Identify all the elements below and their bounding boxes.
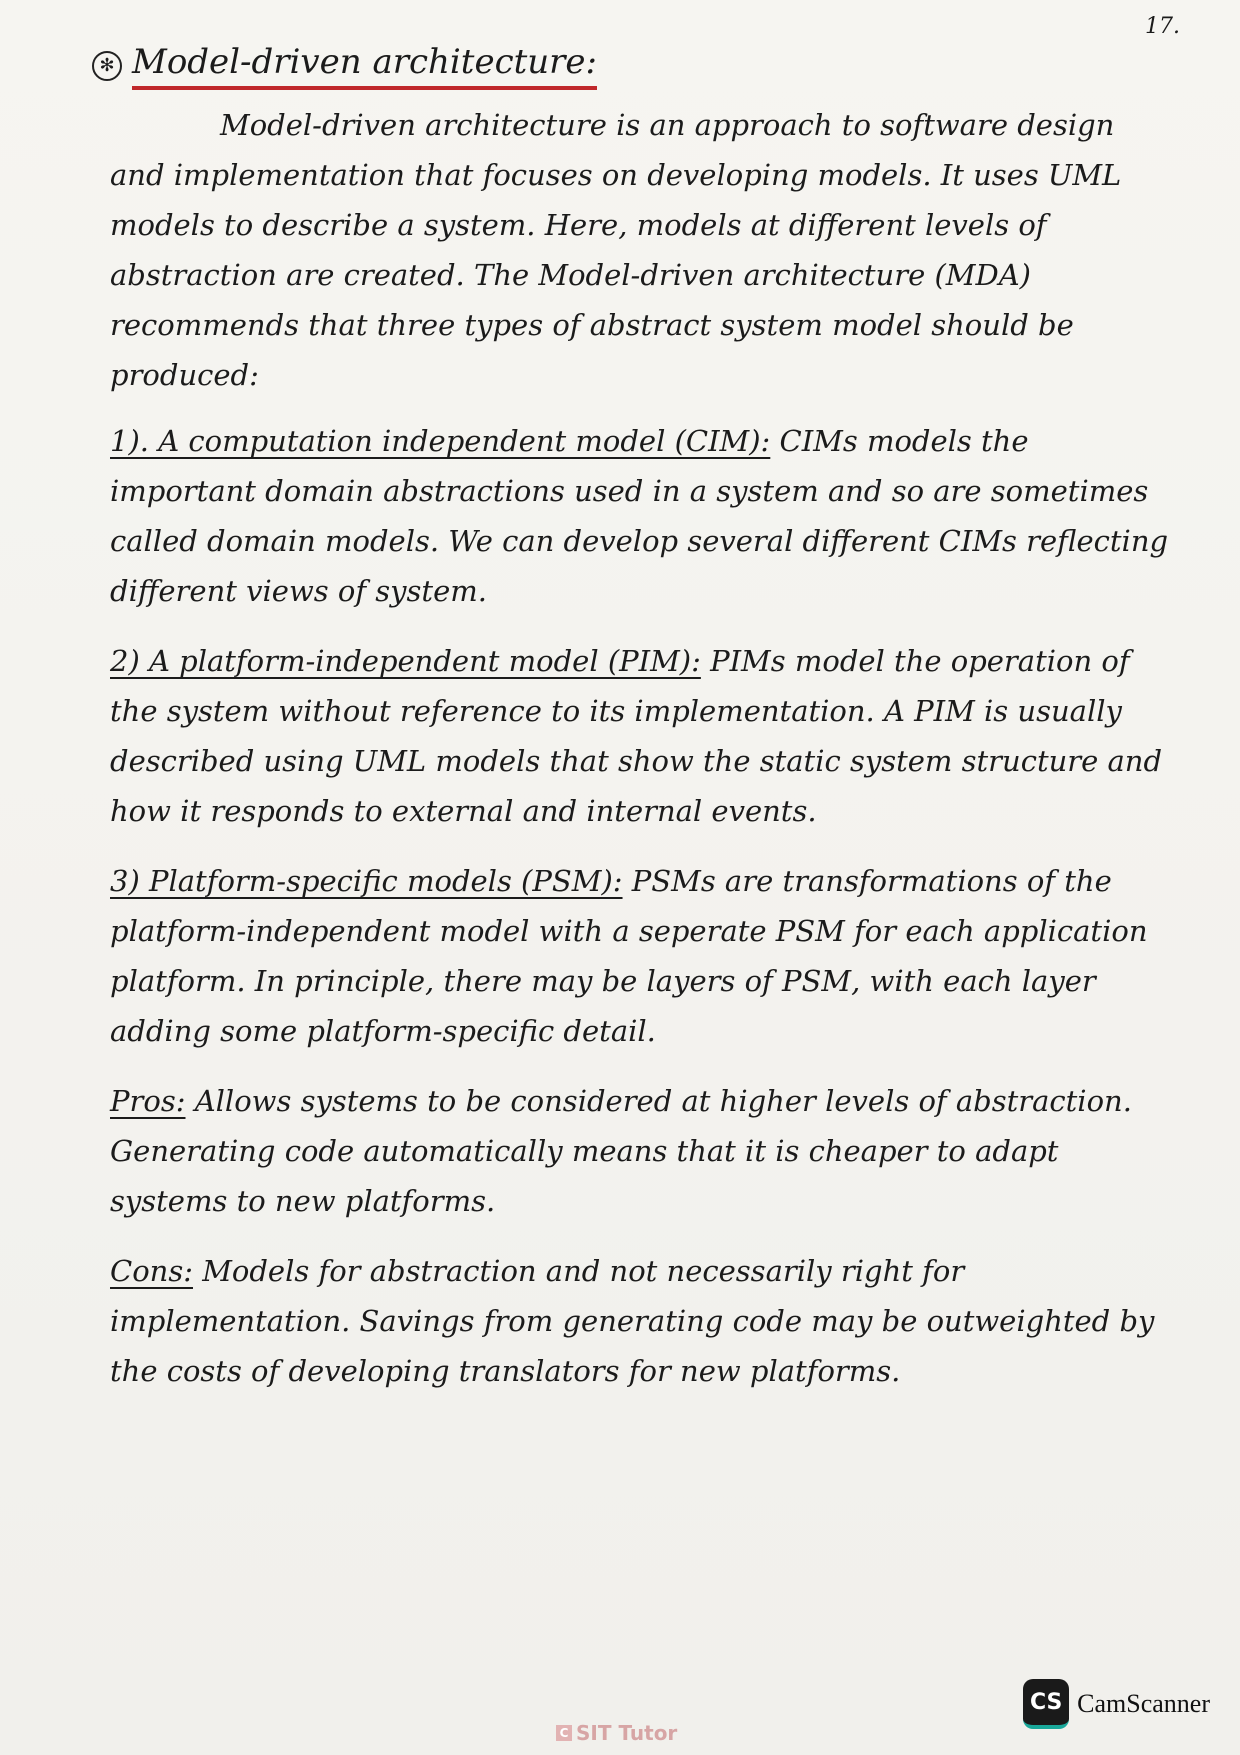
- pros-label: Pros:: [110, 1084, 186, 1118]
- camscanner-text: CamScanner: [1077, 1689, 1210, 1718]
- cons-paragraph: [110, 1246, 1170, 1396]
- section-heading: 1). A computation independent model (CIM):: [110, 424, 771, 458]
- camscanner-badge: [1023, 1679, 1210, 1729]
- section-psm: [110, 856, 1170, 1056]
- sit-tutor-watermark: [556, 1721, 677, 1745]
- section-heading: 2) A platform-independent model (PIM):: [110, 644, 701, 678]
- section-body: PIMs model the operation of the system without reference to its implementation. A PIM is usually described using UML models that show the static system structure and how it responds to external and internal events.: [110, 644, 1163, 828]
- page-number: 17.: [1145, 14, 1180, 39]
- watermark-text: SIT Tutor: [576, 1721, 678, 1745]
- pros-paragraph: [110, 1076, 1170, 1226]
- cons-label: Cons:: [110, 1254, 193, 1288]
- section-heading: 3) Platform-specific models (PSM):: [110, 864, 623, 898]
- pros-text: Allows systems to be considered at higher levels of abstraction. Generating code automatically means that it is cheaper to adapt systems to new platforms.: [110, 1084, 1132, 1218]
- page-title: Model-driven architecture:: [132, 42, 597, 90]
- section-body: CIMs models the important domain abstractions used in a system and so are sometimes called domain models. We can develop several different CIMs reflecting different views of system.: [110, 424, 1169, 608]
- asterisk-circle-icon: ✻: [92, 51, 122, 81]
- cons-text: Models for abstraction and not necessarily right for implementation. Savings from generating code may be outweighted by the costs of developing translators for new platforms.: [110, 1254, 1155, 1388]
- sit-tutor-logo-icon: C: [556, 1725, 572, 1741]
- section-cim: [110, 416, 1170, 616]
- intro-paragraph: Model-driven architecture is an approach to software design and implementation that focuses on developing models. It uses UML models to describe a system. Here, models at different levels of abstraction are created. The Model-driven architecture (MDA) recommends that three types of abstract system model should be produced:: [110, 108, 1122, 392]
- title-block: [92, 42, 597, 90]
- camscanner-logo-icon: CS: [1023, 1679, 1069, 1729]
- notes-content: [110, 100, 1170, 1416]
- section-body: PSMs are transformations of the platform-independent model with a seperate PSM for each application platform. In principle, there may be layers of PSM, with each layer adding some platform-specific detail.: [110, 864, 1148, 1048]
- section-pim: [110, 636, 1170, 836]
